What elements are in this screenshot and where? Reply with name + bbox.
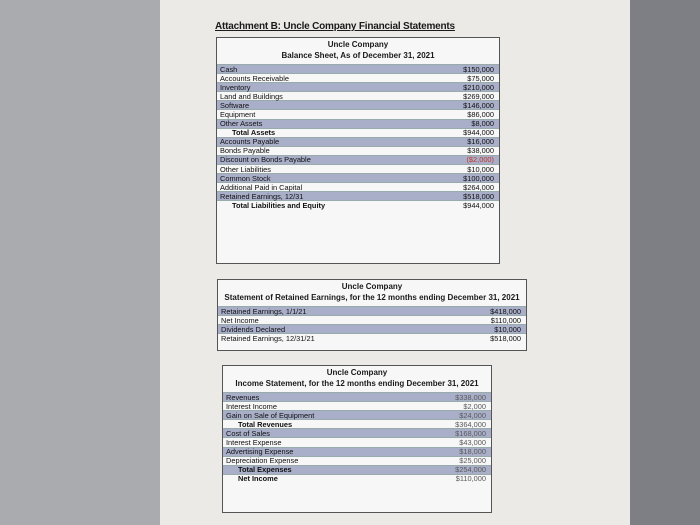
table-row: [218, 306, 526, 315]
row-label: Equipment: [220, 110, 256, 120]
table-row: [217, 191, 499, 200]
row-amount: $168,000: [455, 428, 486, 438]
table-row: [217, 64, 499, 73]
row-amount: $944,000: [463, 200, 494, 210]
row-amount: $518,000: [490, 333, 521, 343]
row-label: Common Stock: [220, 173, 271, 183]
table-row: [218, 333, 526, 342]
table-row: [223, 474, 491, 483]
row-amount: $16,000: [467, 137, 494, 147]
table-row: [217, 146, 499, 155]
row-label: Revenues: [226, 392, 260, 402]
row-amount: $944,000: [463, 128, 494, 138]
background-left: [0, 0, 160, 525]
row-label: Interest Expense: [226, 438, 282, 448]
income-statement-table: [222, 365, 492, 513]
row-amount: $364,000: [455, 419, 486, 429]
row-label: Inventory: [220, 82, 251, 92]
row-label: Cash: [220, 64, 238, 74]
table-row: [217, 173, 499, 182]
row-amount: $518,000: [463, 191, 494, 201]
retained-earnings-rows: [218, 306, 526, 342]
row-amount: $2,000: [463, 401, 486, 411]
row-amount: $25,000: [459, 456, 486, 466]
row-amount: $75,000: [467, 73, 494, 83]
row-amount: $86,000: [467, 110, 494, 120]
row-label: Software: [220, 100, 250, 110]
row-amount: $10,000: [494, 324, 521, 334]
row-amount: $210,000: [463, 82, 494, 92]
row-label: Other Assets: [220, 119, 263, 129]
row-amount: $338,000: [455, 392, 486, 402]
income-statement-company: Uncle Company: [326, 368, 388, 377]
table-row: [218, 315, 526, 324]
row-label: Dividends Declared: [221, 324, 286, 334]
row-label: Discount on Bonds Payable: [220, 155, 311, 165]
table-row: [217, 164, 499, 173]
row-label: Additional Paid in Capital: [220, 182, 303, 192]
row-label: Interest Income: [226, 401, 277, 411]
attachment-title: Attachment B: Uncle Company Financial Statements: [215, 21, 455, 32]
table-row: [223, 419, 491, 428]
row-label: Accounts Payable: [220, 137, 280, 147]
row-label: Total Expenses: [238, 465, 292, 475]
row-label: Land and Buildings: [220, 91, 283, 101]
row-amount: $110,000: [455, 474, 486, 484]
table-row: [217, 137, 499, 146]
table-row: [223, 465, 491, 474]
table-row: [217, 73, 499, 82]
balance-sheet-company: Uncle Company: [327, 40, 389, 49]
table-row: [217, 82, 499, 91]
table-row: [217, 119, 499, 128]
row-label: Cost of Sales: [226, 428, 270, 438]
row-label: Total Liabilities and Equity: [232, 200, 326, 210]
table-row: [217, 91, 499, 100]
row-amount: $100,000: [463, 173, 494, 183]
table-row: [217, 128, 499, 137]
row-label: Retained Earnings, 12/31: [220, 191, 304, 201]
row-label: Retained Earnings, 1/1/21: [221, 306, 307, 316]
row-amount: $38,000: [467, 146, 494, 156]
table-row: [218, 324, 526, 333]
retained-earnings-company: Uncle Company: [341, 282, 403, 291]
row-label: Advertising Expense: [226, 447, 294, 457]
row-amount: $18,000: [459, 447, 486, 457]
table-row: [223, 428, 491, 437]
row-label: Net Income: [221, 315, 259, 325]
row-label: Accounts Receivable: [220, 73, 290, 83]
table-row: [223, 392, 491, 401]
row-amount: $110,000: [490, 315, 521, 325]
table-row: [217, 155, 499, 164]
row-label: Retained Earnings, 12/31/21: [221, 333, 315, 343]
income-statement-title: Income Statement, for the 12 months ending December 31, 2021: [235, 379, 479, 388]
row-amount: $24,000: [459, 410, 486, 420]
row-amount: $8,000: [471, 119, 494, 129]
table-row: [217, 182, 499, 191]
table-row: [217, 100, 499, 109]
table-row: [217, 200, 499, 209]
table-row: [217, 109, 499, 118]
balance-sheet-title: Balance Sheet, As of December 31, 2021: [281, 51, 435, 60]
row-label: Total Assets: [232, 128, 276, 138]
row-amount: $43,000: [459, 438, 486, 448]
table-row: [223, 437, 491, 446]
row-label: Bonds Payable: [220, 146, 270, 156]
income-statement-rows: [223, 392, 491, 483]
row-label: Net Income: [238, 474, 278, 484]
row-amount: $10,000: [467, 164, 494, 174]
table-row: [223, 410, 491, 419]
row-amount: ($2,000): [466, 155, 494, 165]
balance-sheet-table: [216, 37, 500, 264]
row-amount: $254,000: [455, 465, 486, 475]
table-row: [223, 447, 491, 456]
row-amount: $269,000: [463, 91, 494, 101]
row-label: Gain on Sale of Equipment: [226, 410, 315, 420]
table-row: [223, 401, 491, 410]
row-label: Other Liabilities: [220, 164, 271, 174]
row-amount: $150,000: [463, 64, 494, 74]
table-row: [223, 456, 491, 465]
balance-sheet-rows: [217, 64, 499, 210]
retained-earnings-title: Statement of Retained Earnings, for the 12 months ending December 31, 2021: [224, 293, 520, 302]
row-label: Depreciation Expense: [226, 456, 299, 466]
row-amount: $264,000: [463, 182, 494, 192]
row-label: Total Revenues: [238, 419, 293, 429]
row-amount: $418,000: [490, 306, 521, 316]
row-amount: $146,000: [463, 100, 494, 110]
background-right: [630, 0, 700, 525]
retained-earnings-table: [217, 279, 527, 351]
